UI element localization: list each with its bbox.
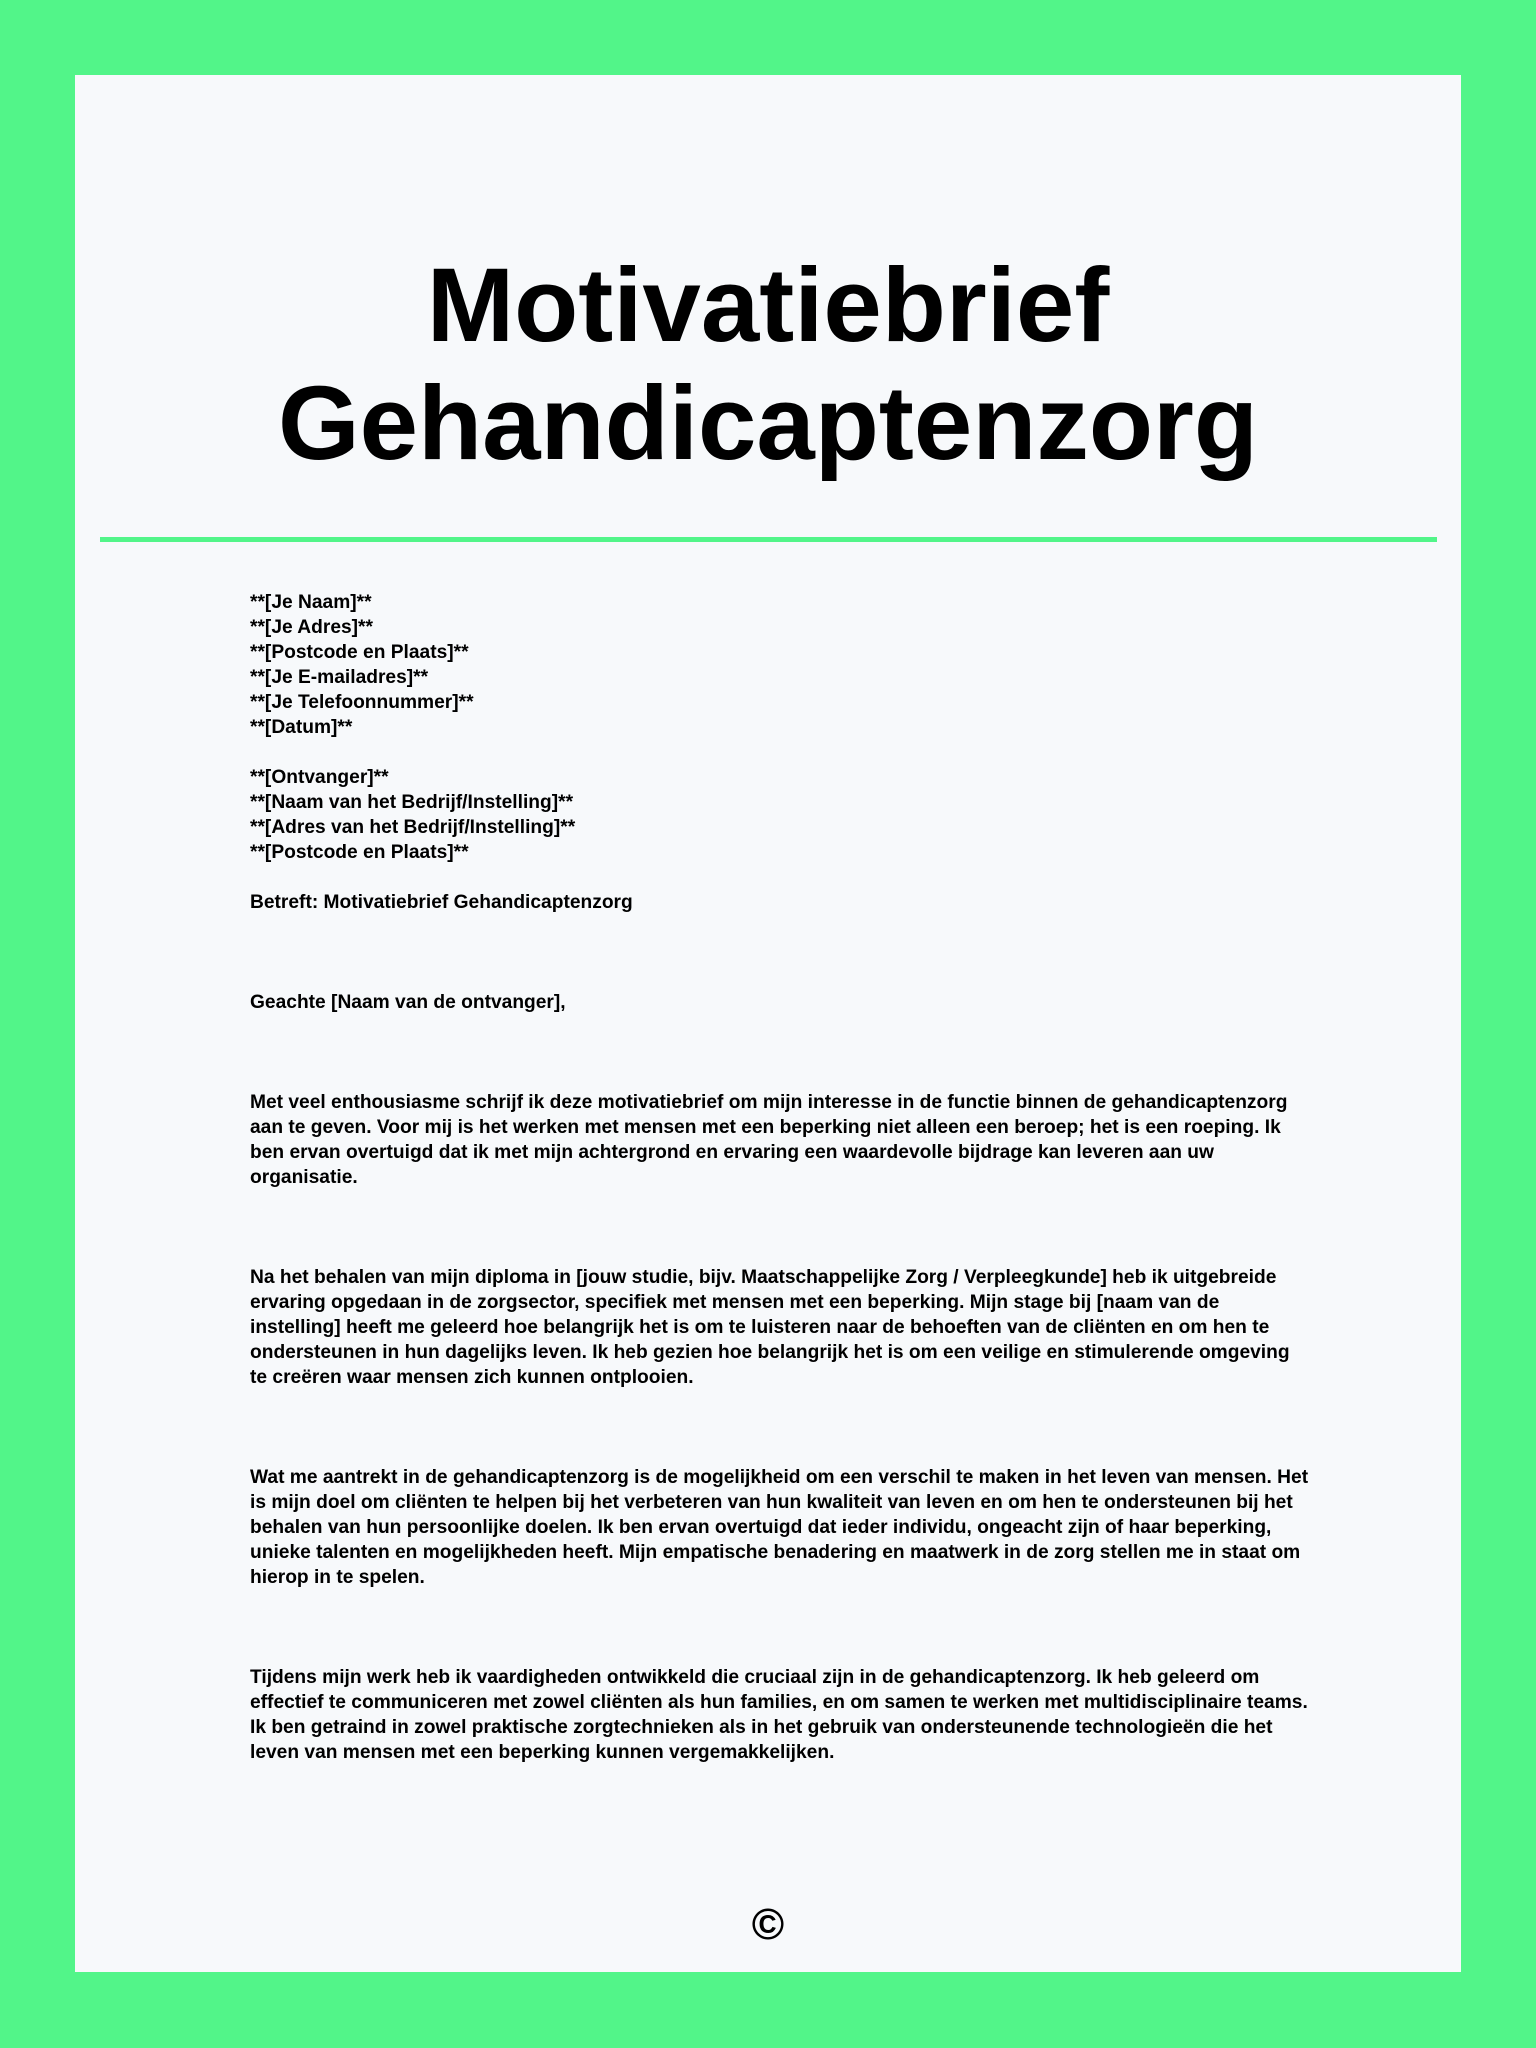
paragraph-1: Met veel enthousiasme schrijf ik deze motivatiebrief om mijn interesse in de functie binnen de gehandicaptenzorg aan te geven. Voor mij is het werken met mensen met een beperking niet alleen een beroep; het is een roeping. Ik ben ervan overtuigd dat ik met mijn achtergrond en ervaring een waardevolle bijdrage kan leveren aan uw organisatie. <box>250 1092 1288 1188</box>
recipient-block <box>250 765 1310 865</box>
recipient-postcode: **[Postcode en Plaats]** <box>250 842 469 863</box>
sender-date: **[Datum]** <box>250 717 353 738</box>
sender-block <box>250 590 1310 740</box>
subject-line: Betreft: Motivatiebrief Gehandicaptenzorg <box>250 892 633 913</box>
sender-address: **[Je Adres]** <box>250 617 373 638</box>
paragraph-4: Tijdens mijn werk heb ik vaardigheden ontwikkeld die cruciaal zijn in de gehandicaptenzorg. Ik heb geleerd om effectief te communiceren met zowel cliënten als hun families, en om samen te werken met multidisciplinaire teams. Ik ben getraind in zowel praktische zorgtechnieken als in het gebruik van ondersteunende technologieën die het leven van mensen met een beperking kunnen vergemakkelijken. <box>250 1667 1308 1763</box>
document-page <box>75 75 1461 1972</box>
paragraph-2: Na het behalen van mijn diploma in [jouw studie, bijv. Maatschappelijke Zorg / Verpleegkunde] heb ik uitgebreide ervaring opgedaan in de zorgsector, specifiek met mensen met een beperking. Mijn stage bij [naam van de instelling] heeft me geleerd hoe belangrijk het is om te luisteren naar de behoeften van de cliënten en om hen te ondersteunen in hun dagelijks leven. Ik heb gezien hoe belangrijk het is om een veilige en stimulerende omgeving te creëren waar mensen zich kunnen ontplooien. <box>250 1267 1290 1388</box>
sender-email: **[Je E-mailadres]** <box>250 667 429 688</box>
recipient-address: **[Adres van het Bedrijf/Instelling]** <box>250 817 576 838</box>
title-divider <box>100 537 1437 542</box>
title-line-2: Gehandicaptenzorg <box>277 365 1259 482</box>
copyright-icon: © <box>751 1900 785 1949</box>
sender-name: **[Je Naam]** <box>250 592 372 613</box>
paragraph-3: Wat me aantrekt in de gehandicaptenzorg is de mogelijkheid om een verschil te maken in het leven van mensen. Het is mijn doel om cliënten te helpen bij het verbeteren van hun kwaliteit van leven en om hen te ondersteunen bij het behalen van hun persoonlijke doelen. Ik ben ervan overtuigd dat ieder individu, ongeacht zijn of haar beperking, unieke talenten en mogelijkheden heeft. Mijn empatische benadering en maatwerk in de zorg stellen me in staat om hierop in te spelen. <box>250 1467 1309 1588</box>
recipient-name: **[Ontvanger]** <box>250 767 389 788</box>
sender-postcode: **[Postcode en Plaats]** <box>250 642 469 663</box>
title-line-1: Motivatiebrief <box>426 247 1110 364</box>
salutation: Geachte [Naam van de ontvanger], <box>250 992 566 1013</box>
recipient-company: **[Naam van het Bedrijf/Instelling]** <box>250 792 574 813</box>
letter-body <box>250 590 1310 1765</box>
page-title <box>75 247 1461 483</box>
sender-phone: **[Je Telefoonnummer]** <box>250 692 474 713</box>
